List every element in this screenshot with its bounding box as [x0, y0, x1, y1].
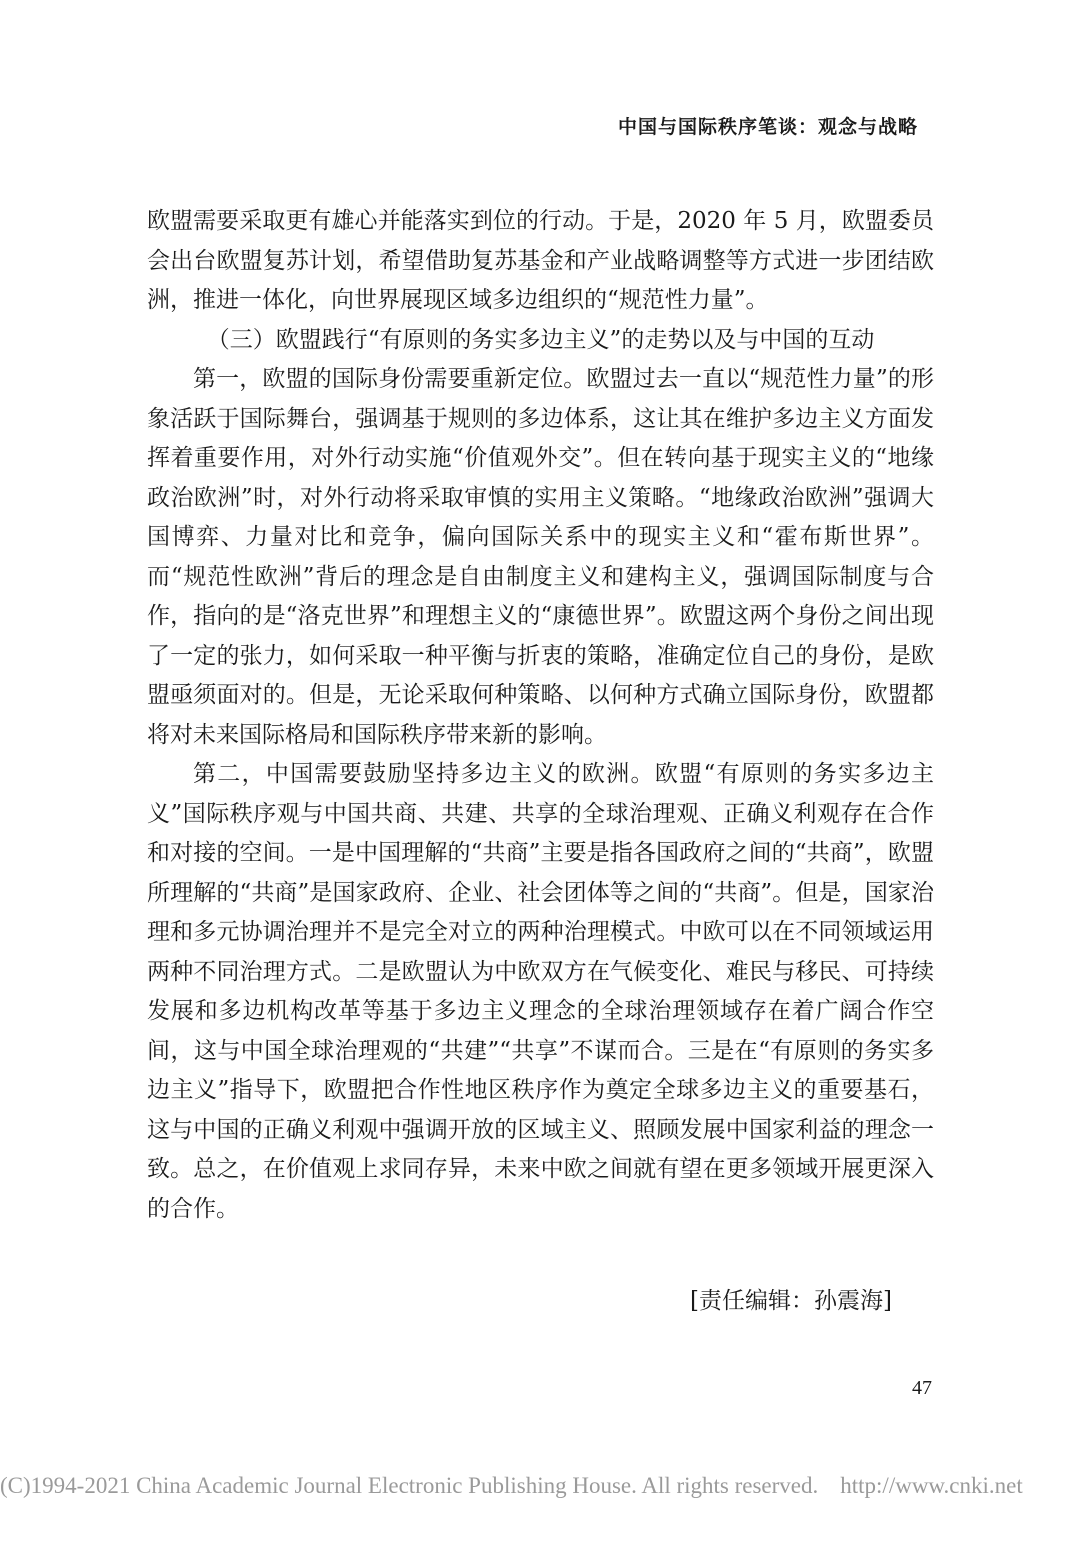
copyright-text: (C)1994-2021 China Academic Journal Electronic Publishing House. All rights reserved.	[0, 1473, 819, 1498]
responsible-editor: [责任编辑：孙震海]	[690, 1288, 892, 1314]
article-body	[147, 202, 934, 1229]
paragraph-second-point: 第二，中国需要鼓励坚持多边主义的欧洲。欧盟“有原则的务实多边主义”国际秩序观与中国共商、共建、共享的全球治理观、正确义利观存在合作和对接的空间。一是中国理解的“共商”主要是指各国政府之间的“共商”，欧盟所理解的“共商”是国家政府、企业、社会团体等之间的“共商”。但是，国家治理和多元协调治理并不是完全对立的两种治理模式。中欧可以在不同领域运用两种不同治理方式。二是欧盟认为中欧双方在气候变化、难民与移民、可持续发展和多边机构改革等基于多边主义理念的全球治理领域存在着广阔合作空间，这与中国全球治理观的“共建”“共享”不谋而合。三是在“有原则的务实多边主义”指导下，欧盟把合作性地区秩序作为奠定全球多边主义的重要基石，这与中国的正确义利观中强调开放的区域主义、照顾发展中国家利益的理念一致。总之，在价值观上求同存异，未来中欧之间就有望在更多领域开展更深入的合作。	[147, 761, 934, 1222]
paragraph-continued: 欧盟需要采取更有雄心并能落实到位的行动。于是，2020 年 5 月，欧盟委员会出台欧盟复苏计划，希望借助复苏基金和产业战略调整等方式进一步团结欧洲，推进一体化，向世界展现区域多边组织的“规范性力量”。	[147, 208, 934, 313]
copyright-footer	[0, 1473, 1080, 1499]
footer-url: http://www.cnki.net	[840, 1473, 1023, 1498]
running-header: 中国与国际秩序笔谈：观念与战略	[617, 116, 918, 138]
paragraph-first-point: 第一，欧盟的国际身份需要重新定位。欧盟过去一直以“规范性力量”的形象活跃于国际舞台，强调基于规则的多边体系，这让其在维护多边主义方面发挥着重要作用，对外行动实施“价值观外交”。但在转向基于现实主义的“地缘政治欧洲”时，对外行动将采取审慎的实用主义策略。“地缘政治欧洲”强调大国博弈、力量对比和竞争，偏向国际关系中的现实主义和“霍布斯世界”。而“规范性欧洲”背后的理念是自由制度主义和建构主义，强调国际制度与合作，指向的是“洛克世界”和理想主义的“康德世界”。欧盟这两个身份之间出现了一定的张力，如何采取一种平衡与折衷的策略，准确定位自己的身份，是欧盟亟须面对的。但是，无论采取何种策略、以何种方式确立国际身份，欧盟都将对未来国际格局和国际秩序带来新的影响。	[147, 366, 934, 748]
page-number: 47	[912, 1377, 932, 1399]
section-subheading: （三）欧盟践行“有原则的务实多边主义”的走势以及与中国的互动	[206, 326, 875, 353]
